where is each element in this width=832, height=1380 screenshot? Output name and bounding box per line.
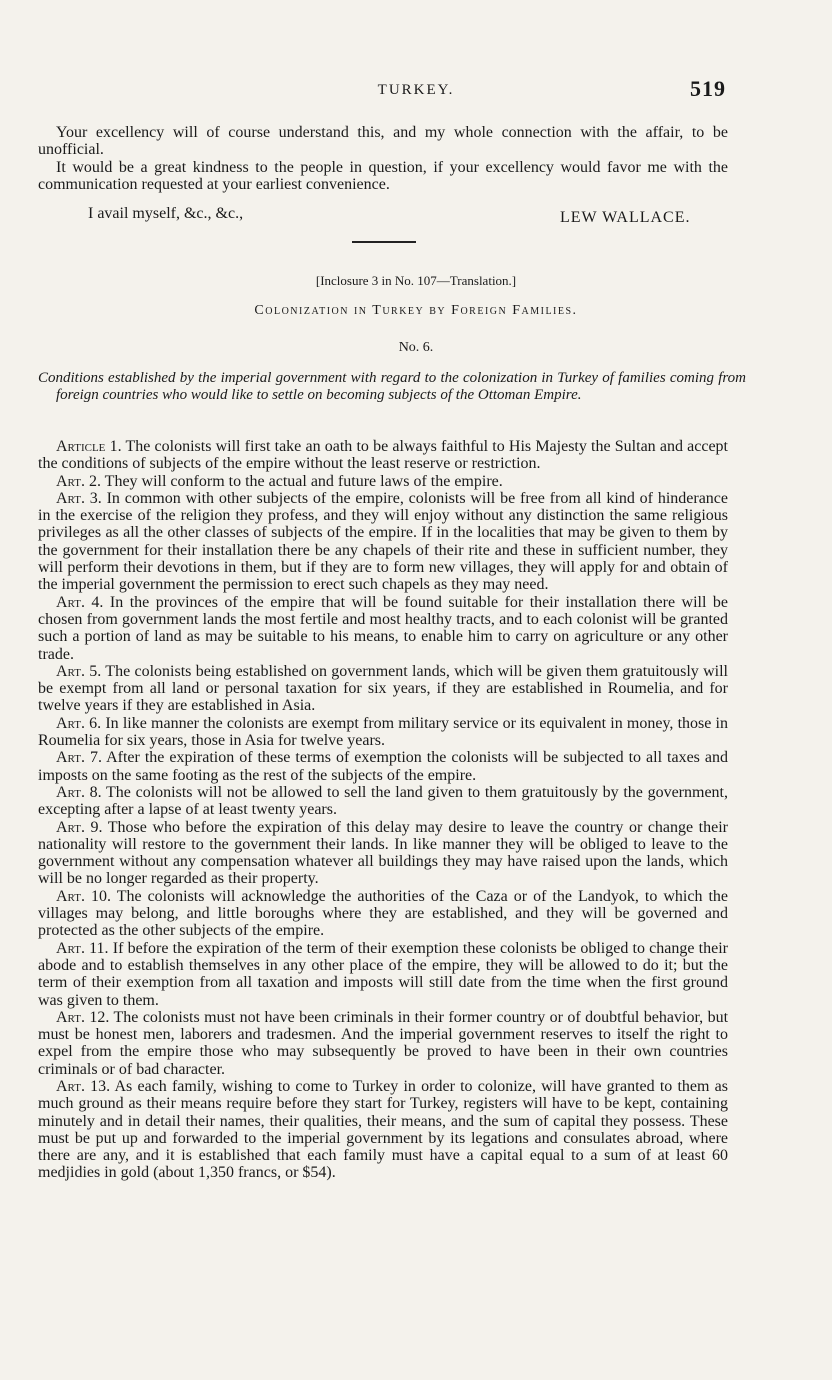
document-subtitle: Conditions established by the imperial government with regard to the colonization in Turkey of families coming from foreign countries who would like to settle on becoming subjects of the Ottoman Empire.: [38, 370, 746, 403]
article: [38, 888, 728, 940]
article-label: Art. 6.: [56, 714, 102, 732]
article-label: Art. 11.: [56, 939, 109, 957]
letter-body: [38, 124, 728, 193]
article-text: The colonists will first take an oath to be always faithful to His Majesty the Sultan and accept the conditions of subjects of the empire without the least reserve or restriction.: [38, 438, 728, 473]
article-text: The colonists being established on government lands, which will be given them gratuitously will be exempt from all land or personal taxation for six years, if they are established in Roumelia, and for twelve years if they are established in Asia.: [38, 662, 729, 715]
article-text: Those who before the expiration of this delay may desire to leave the country or change their nationality will restore to the government their lands. In like manner they will be obliged to leave to the government without any compensation whatever all buildings they may have raised upon the lands, which will be no longer regarded as their property.: [38, 818, 728, 888]
article-text: The colonists will not be allowed to sell the land given to them gratuitously by the government, excepting after a lapse of at least twenty years.: [38, 783, 728, 819]
article-text: In common with other subjects of the empire, colonists will be free from all kind of hinderance in the exercise of the religion they profess, and they will enjoy without any distinction the same religious privileges as all the other classes of subjects of the empire. If in the localities that may be given to them by the government for their installation there be any chapels of their rite and these in sufficient number, they will perform their devotions in them, but if they are to form new villages, they will apply for and obtain of the imperial government the permission to erect such chapels as they may need.: [38, 489, 728, 594]
letter-closing: I avail myself, &c., &c.,: [88, 205, 244, 222]
article: [38, 940, 728, 1009]
article-text: As each family, wishing to come to Turkey in order to colonize, will have granted to them as much ground as their means require before they start for Turkey, registers will have to be kept, containing minutely and in detail their names, their qualities, their means, and the sum of capital they possess. These must be put up and forwarded to the imperial government by its legations and consulates abroad, where there are any, and it is established that each family must have a capital equal to a sum of at least 60 medjidies in gold (about 1,350 francs, or $54).: [38, 1077, 728, 1182]
article-text: The colonists will acknowledge the authorities of the Caza or of the Landyok, to which the villages may belong, and little boroughs where they are established, and they will be governed and protected as the other subjects of the empire.: [38, 887, 728, 940]
article-text: If before the expiration of the term of their exemption these colonists be obliged to change their abode and to establish themselves in any other place of the empire, they will be allowed to do it; but the term of their exemption from all taxation and imposts will still date from the time when the first ground was given to them.: [38, 939, 728, 1009]
letter-paragraph-1: Your excellency will of course understand this, and my whole connection with the affair, to be unofficial.: [38, 124, 728, 159]
article-text: In the provinces of the empire that will be found suitable for their installation there will be chosen from government lands the most fertile and most healthy tracts, and to each colonist will be granted such a portion of land as may be suitable to his means, to enable him to carry on agriculture or any other trade.: [38, 593, 729, 663]
article: [38, 473, 728, 490]
article-label: Art. 4.: [56, 593, 104, 611]
article-text: After the expiration of these terms of exemption the colonists will be subjected to all taxes and imposts on the same footing as the rest of the subjects of the empire.: [38, 749, 729, 784]
article-label: Art. 2.: [56, 472, 101, 490]
article-label: Art. 3.: [56, 489, 102, 507]
article-label: Art. 8.: [56, 783, 102, 801]
article: [38, 594, 728, 663]
articles-list: [38, 438, 728, 1182]
article: [38, 715, 728, 750]
article: [38, 819, 728, 888]
article-label: Art. 12.: [56, 1008, 110, 1026]
page-number: 519: [690, 76, 726, 101]
article: [38, 749, 728, 784]
article-text: The colonists must not have been criminals in their former country or of doubtful behavior, but must be honest men, laborers and tradesmen. And the imperial government reserves to itself the right to expel from the empire those who may subsequently be proved to have been in their own countries criminals or of bad character.: [38, 1008, 729, 1078]
article: [38, 784, 728, 819]
page-header: [0, 78, 832, 108]
article-text: They will conform to the actual and future laws of the empire.: [100, 472, 503, 490]
article-label: Art. 13.: [56, 1077, 111, 1095]
document-title: Colonization in Turkey by Foreign Families.: [254, 303, 578, 318]
article-label: Article 1.: [56, 438, 122, 455]
article-label: Art. 7.: [56, 749, 102, 767]
article: [38, 663, 728, 715]
article: [38, 490, 728, 594]
article-label: Art. 10.: [56, 887, 111, 905]
article-label: Art. 9.: [56, 818, 103, 836]
article-text: In like manner the colonists are exempt from military service or its equivalent in money, those in Roumelia for six years, those in Asia for twelve years.: [38, 714, 728, 750]
inclosure-note: [Inclosure 3 in No. 107—Translation.]: [315, 273, 517, 288]
section-divider: [352, 241, 416, 243]
document-number: No. 6.: [398, 340, 434, 355]
letter-paragraph-2: It would be a great kindness to the people in question, if your excellency would favor me with the communication requested at your earliest convenience.: [38, 158, 728, 193]
article: [38, 1078, 728, 1182]
signature: LEW WALLACE.: [560, 209, 691, 226]
article: [38, 1009, 728, 1078]
running-title: TURKEY.: [377, 82, 455, 98]
article: [38, 438, 728, 473]
article-label: Art. 5.: [56, 662, 102, 680]
